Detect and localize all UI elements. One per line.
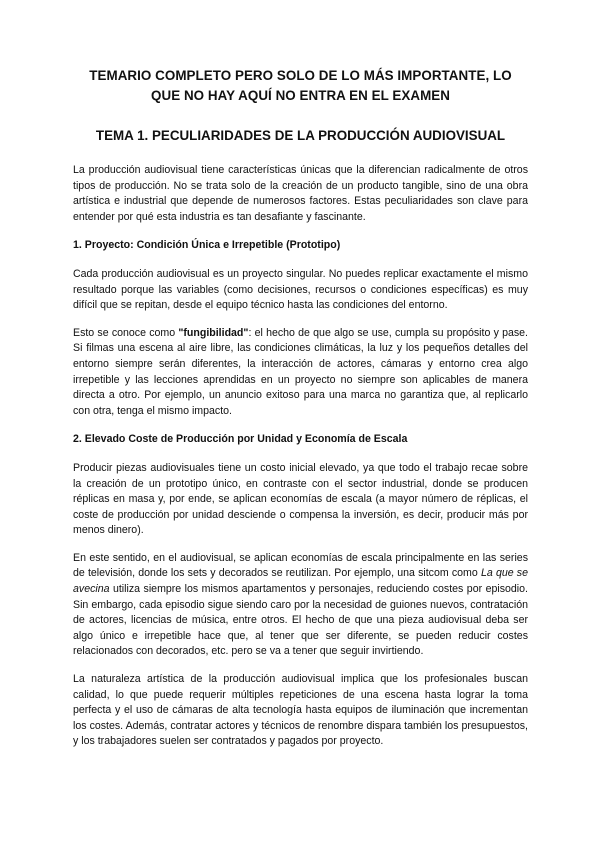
- section-2-p2-lead: En este sentido, en el audiovisual, se aplican economías de escala principalmente en las series de televisión, donde los sets y decorados se reutilizan. Por ejemplo, una sitcom como: [73, 551, 528, 580]
- tema-title: TEMA 1. PECULIARIDADES DE LA PRODUCCIÓN AUDIOVISUAL: [95, 128, 506, 143]
- section-2-paragraph-3: La naturaleza artística de la producción audiovisual implica que los profesionales buscan calidad, lo que puede requerir múltiples repeticiones de una escena hasta lograr la toma perfecta y el uso de cámaras de alta tecnología hasta equipos de iluminación que incrementan los costes. Además, contratar actores y técnicos de renombre dispara también los presupuestos, y los trabajadores suelen ser contratados y pagados por proyecto.: [73, 673, 528, 748]
- section-1-p2-rest: : el hecho de que algo se use, cumpla su propósito y pase. Si filmas una escena al aire libre, las condiciones climáticas, la luz y los pequeños detalles del entorno siempre serán diferentes, la interacción de actores, cámaras y entorno crea algo irrepetible y las lecciones aprendidas en un proyecto no siempre son aplicables de manera directa a otro. Por ejemplo, un anuncio exitoso para una marca no garantiza que, al replicarlo con otra, tenga el mismo impacto.: [73, 326, 529, 417]
- page-content: [73, 66, 528, 750]
- section-1-paragraph-2: [73, 326, 528, 420]
- section-2-paragraph-2: [73, 551, 528, 660]
- section-2-paragraph-1: Producir piezas audiovisuales tiene un costo inicial elevado, ya que todo el trabajo recae sobre la creación de un prototipo único, en contraste con el sector industrial, donde se producen réplicas en masa y, por ende, se aplican economías de escala (a mayor número de réplicas, el coste de producción por unidad desciende o compensa la inversión, es decir, producir más por menos dinero).: [73, 461, 528, 537]
- section-1-heading: 1. Proyecto: Condición Única e Irrepetible (Prototipo): [73, 239, 341, 252]
- intro-paragraph: La producción audiovisual tiene características únicas que la diferencian radicalmente de otros tipos de producción. No se trata solo de la creación de un producto tangible, sino de una obra artística e industrial que depende de numerosos factores. Estas peculiaridades son clave para entender por qué esta industria es tan desafiante y fascinante.: [73, 164, 528, 223]
- section-2-p2-rest: utiliza siempre los mismos apartamentos y personajes, reduciendo costes por episodio. Sin embargo, cada episodio sigue siendo caro por la necesidad de guiones nuevos, contratación de actores, licencias de música, entre otros. El hecho de que una pieza audiovisual deba ser algo único e irrepetible hace que, al tener que ser diferente, se pueden reducir costes relacionados con decorados, etc. pero se va a tener que seguir invirtiendo.: [73, 583, 528, 658]
- section-1-paragraph-1: Cada producción audiovisual es un proyecto singular. No puedes replicar exactamente el mismo resultado porque las variables (como decisiones, recursos o condiciones específicas) es muy difícil que se repitan, desde el equipo técnico hasta las condiciones del entorno.: [73, 267, 528, 312]
- fungibilidad-term: "fungibilidad": [178, 326, 249, 339]
- document-title: TEMARIO COMPLETO PERO SOLO DE LO MÁS IMPORTANTE, LO QUE NO HAY AQUÍ NO ENTRA EN EL EXAMEN: [89, 68, 512, 103]
- series-title: La que se avecina: [73, 567, 528, 596]
- section-2-heading: 2. Elevado Coste de Producción por Unidad y Economía de Escala: [73, 433, 408, 446]
- section-1-p2-lead: Esto se conoce como: [73, 326, 179, 339]
